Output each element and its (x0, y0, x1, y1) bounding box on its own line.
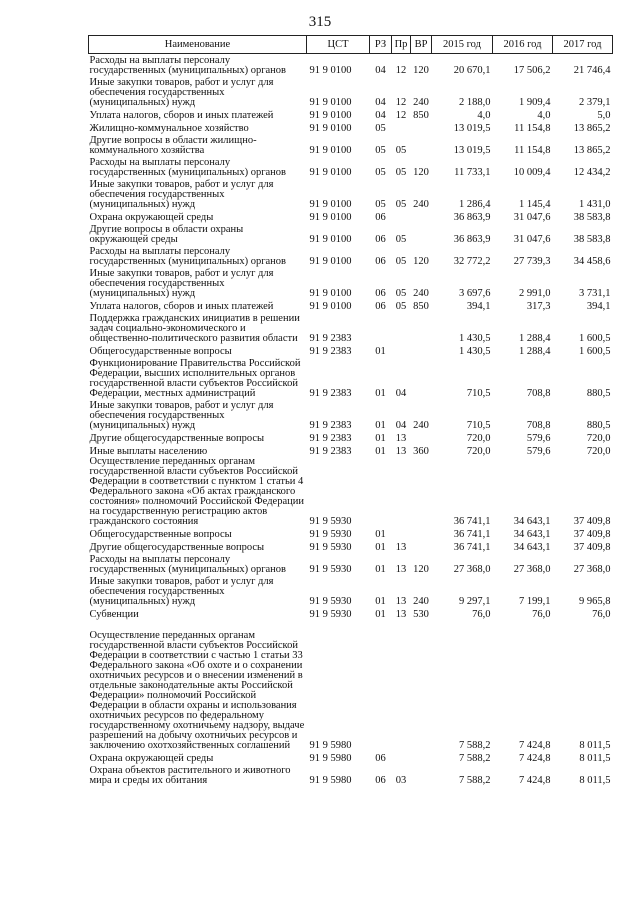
table-row (89, 764, 613, 786)
row-value-2017: 38 583,8 (573, 212, 611, 223)
table-header (89, 36, 613, 54)
row-pr (392, 344, 411, 357)
row-pr: 13 (395, 446, 407, 457)
row-value-2015: 7 588,2 (459, 740, 491, 751)
row-vr (411, 431, 432, 444)
row-value-2016: 31 047,6 (513, 234, 551, 245)
page-number: 315 (308, 14, 332, 30)
row-value-2017: 12 434,2 (573, 167, 611, 178)
row-pr: 05 (395, 256, 407, 267)
row-vr: 240 (413, 97, 429, 108)
row-rz: 05 (375, 145, 386, 156)
row-name: Жилищно-коммунальное хозяйство (89, 123, 249, 134)
row-pr: 05 (395, 301, 407, 312)
table-row (89, 178, 613, 210)
row-value-2015: 36 863,9 (453, 212, 491, 223)
row-value-2017: 880,5 (586, 388, 611, 399)
row-name: Функционирование Правительства Российской Федерации, высших исполнительных органов государственной власти субъектов Российской Федерации, местных администраций (89, 358, 301, 399)
row-rz: 06 (375, 234, 386, 245)
row-value-2017: 38 583,8 (573, 234, 611, 245)
table-row (89, 553, 613, 575)
row-rz: 01 (375, 529, 386, 540)
row-cst: 91 9 2383 (309, 388, 352, 399)
row-pr: 13 (395, 609, 407, 620)
row-rz: 06 (375, 753, 386, 764)
row-value-2015: 710,5 (466, 420, 491, 431)
row-value-2017: 9 965,8 (579, 596, 611, 607)
row-vr (411, 223, 432, 245)
row-pr: 05 (395, 167, 407, 178)
row-value-2017: 13 865,2 (573, 145, 611, 156)
row-value-2017: 880,5 (586, 420, 611, 431)
row-value-2015: 4,0 (477, 110, 491, 121)
row-value-2016: 708,8 (526, 388, 551, 399)
row-vr: 360 (413, 446, 429, 457)
row-cst: 91 9 5930 (309, 516, 352, 527)
row-pr: 03 (395, 775, 407, 786)
row-cst: 91 9 0100 (309, 65, 352, 76)
row-name: Субвенции (89, 609, 139, 620)
row-value-2015: 720,0 (466, 433, 491, 444)
row-vr: 850 (413, 301, 429, 312)
row-value-2017: 76,0 (592, 609, 611, 620)
table-row (89, 245, 613, 267)
row-name: Иные закупки товаров, работ и услуг для обеспечения государственных (муниципальных) нужд (89, 77, 274, 108)
row-name: Другие вопросы в области жилищно-коммунального хозяйства (89, 135, 257, 156)
row-pr: 13 (395, 564, 407, 575)
row-name: Иные выплаты населению (89, 446, 208, 457)
row-cst: 91 9 0100 (309, 110, 352, 121)
row-rz: 06 (375, 288, 386, 299)
row-value-2017: 27 368,0 (573, 564, 611, 575)
row-name: Другие вопросы в области охраны окружающей среды (89, 224, 244, 245)
row-value-2015: 27 368,0 (453, 564, 491, 575)
row-value-2015: 1 430,5 (459, 346, 491, 357)
row-vr: 530 (413, 609, 429, 620)
row-cst: 91 9 0100 (309, 145, 352, 156)
row-cst: 91 9 2383 (309, 333, 352, 344)
table-row (89, 620, 613, 751)
row-value-2016: 34 643,1 (513, 542, 551, 553)
row-vr: 850 (413, 110, 429, 121)
row-value-2015: 36 741,1 (453, 516, 491, 527)
row-rz: 05 (375, 199, 386, 210)
row-value-2015: 13 019,5 (453, 145, 491, 156)
row-cst: 91 9 0100 (309, 234, 352, 245)
table-row (89, 54, 613, 77)
row-value-2015: 36 863,9 (453, 234, 491, 245)
row-cst: 91 9 2383 (309, 420, 352, 431)
row-name: Расходы на выплаты персоналу государственных (муниципальных) органов (89, 246, 287, 267)
row-value-2015: 394,1 (466, 301, 491, 312)
row-rz: 04 (375, 110, 386, 121)
row-name: Расходы на выплаты персоналу государственных (муниципальных) органов (89, 157, 287, 178)
row-value-2017: 37 409,8 (573, 516, 611, 527)
row-name: Иные закупки товаров, работ и услуг для обеспечения государственных (муниципальных) нужд (89, 179, 274, 210)
row-cst: 91 9 0100 (309, 199, 352, 210)
row-name: Осуществление переданных органам государственной власти субъектов Российской Федерации в соответствии с частью 1 статьи 33 Федерального закона «Об охоте и о сохранении охотничьих ресурсов и о внесении изменений в отдельные законодательные акты Российской Федерации» полномочий Российской Федерации в области охраны и использования охотничьих ресурсов по федеральному государственному охотничьему надзору, выдаче разрешений на добычу охотничьих ресурсов и заключению охотхозяйственных соглашений (89, 630, 305, 751)
row-rz: 01 (375, 346, 386, 357)
row-value-2015: 1 430,5 (459, 333, 491, 344)
row-value-2016: 7 424,8 (519, 753, 551, 764)
row-rz: 06 (375, 301, 386, 312)
row-pr (392, 312, 411, 344)
table-row (89, 344, 613, 357)
row-value-2015: 2 188,0 (459, 97, 491, 108)
row-name: Охрана объектов растительного и животного мира и среды их обитания (89, 765, 291, 786)
row-value-2015: 13 019,5 (453, 123, 491, 134)
row-value-2016: 579,6 (526, 433, 551, 444)
row-cst: 91 9 5980 (309, 753, 352, 764)
row-pr: 05 (395, 288, 407, 299)
row-cst: 91 9 5980 (309, 740, 352, 751)
row-value-2016: 27 739,3 (513, 256, 551, 267)
row-cst: 91 9 2383 (309, 433, 352, 444)
table-row (89, 607, 613, 620)
row-vr (411, 527, 432, 540)
column-header-pr: Пр (392, 36, 411, 54)
row-rz: 04 (375, 97, 386, 108)
row-value-2017: 1 600,5 (579, 333, 611, 344)
table-row (89, 357, 613, 399)
row-value-2016: 34 643,1 (513, 529, 551, 540)
table-row (89, 527, 613, 540)
row-name: Поддержка гражданских инициатив в решении задач социально-экономического и общественно-политического развития области (89, 313, 300, 344)
row-vr (411, 134, 432, 156)
row-value-2015: 3 697,6 (459, 288, 491, 299)
row-vr (411, 540, 432, 553)
row-vr (411, 312, 432, 344)
row-value-2016: 27 368,0 (513, 564, 551, 575)
row-value-2016: 1 288,4 (519, 333, 551, 344)
row-name: Иные закупки товаров, работ и услуг для обеспечения государственных (муниципальных) нужд (89, 400, 274, 431)
column-header-2017: 2017 год (553, 36, 613, 54)
row-pr (392, 620, 411, 751)
row-vr (411, 620, 432, 751)
row-value-2015: 36 741,1 (453, 529, 491, 540)
row-vr (411, 751, 432, 764)
row-value-2015: 20 670,1 (453, 65, 491, 76)
row-cst: 91 9 0100 (309, 167, 352, 178)
row-pr (392, 751, 411, 764)
table-row (89, 108, 613, 121)
row-pr: 05 (395, 199, 407, 210)
column-header-2015: 2015 год (432, 36, 493, 54)
table-row (89, 431, 613, 444)
row-value-2016: 7 424,8 (519, 775, 551, 786)
budget-table (88, 35, 613, 786)
row-vr: 120 (413, 564, 429, 575)
row-rz: 01 (375, 446, 386, 457)
row-value-2016: 10 009,4 (513, 167, 551, 178)
row-pr: 05 (395, 234, 407, 245)
row-vr: 120 (413, 167, 429, 178)
row-value-2017: 720,0 (586, 433, 611, 444)
row-value-2015: 720,0 (466, 446, 491, 457)
row-value-2017: 1 600,5 (579, 346, 611, 357)
row-cst: 91 9 5930 (309, 596, 352, 607)
row-pr: 12 (395, 97, 407, 108)
row-value-2015: 7 588,2 (459, 775, 491, 786)
column-header-cst: ЦСТ (307, 36, 370, 54)
row-vr: 240 (413, 288, 429, 299)
row-value-2017: 1 431,0 (579, 199, 611, 210)
row-pr: 12 (395, 65, 407, 76)
row-rz: 06 (375, 775, 386, 786)
row-rz: 01 (375, 388, 386, 399)
table-row (89, 267, 613, 299)
row-rz: 05 (375, 123, 386, 134)
row-cst: 91 9 5930 (309, 609, 352, 620)
row-value-2015: 710,5 (466, 388, 491, 399)
row-pr: 05 (395, 145, 407, 156)
row-name: Другие общегосударственные вопросы (89, 542, 265, 553)
row-name: Охрана окружающей среды (89, 753, 214, 764)
row-vr (411, 344, 432, 357)
row-value-2015: 32 772,2 (453, 256, 491, 267)
row-value-2016: 7 199,1 (519, 596, 551, 607)
row-rz (370, 457, 392, 527)
row-rz: 05 (375, 167, 386, 178)
row-cst: 91 9 5930 (309, 529, 352, 540)
table-row (89, 540, 613, 553)
row-pr: 13 (395, 596, 407, 607)
column-header-2016: 2016 год (493, 36, 553, 54)
row-value-2015: 1 286,4 (459, 199, 491, 210)
row-name: Охрана окружающей среды (89, 212, 214, 223)
row-cst: 91 9 0100 (309, 97, 352, 108)
row-value-2015: 36 741,1 (453, 542, 491, 553)
row-value-2015: 11 733,1 (454, 167, 491, 178)
row-value-2016: 1 145,4 (519, 199, 551, 210)
row-value-2017: 3 731,1 (579, 288, 611, 299)
row-rz: 01 (375, 420, 386, 431)
row-pr: 04 (395, 420, 407, 431)
row-value-2017: 2 379,1 (579, 97, 611, 108)
row-value-2016: 34 643,1 (513, 516, 551, 527)
table-row (89, 121, 613, 134)
row-value-2016: 579,6 (526, 446, 551, 457)
row-rz: 01 (375, 596, 386, 607)
row-value-2017: 37 409,8 (573, 529, 611, 540)
table-row (89, 134, 613, 156)
column-header-name: Наименование (89, 36, 307, 54)
row-value-2016: 4,0 (537, 110, 551, 121)
row-value-2016: 1 288,4 (519, 346, 551, 357)
table-row (89, 399, 613, 431)
table-row (89, 210, 613, 223)
row-vr: 240 (413, 199, 429, 210)
row-value-2015: 7 588,2 (459, 753, 491, 764)
row-name: Расходы на выплаты персоналу государственных (муниципальных) органов (89, 554, 287, 575)
row-rz: 01 (375, 542, 386, 553)
row-rz: 01 (375, 609, 386, 620)
table-row (89, 299, 613, 312)
table-body (89, 54, 613, 787)
row-vr: 120 (413, 256, 429, 267)
table-row (89, 575, 613, 607)
row-pr: 13 (395, 433, 407, 444)
row-rz: 04 (375, 65, 386, 76)
row-name: Общегосударственные вопросы (89, 529, 232, 540)
row-value-2016: 76,0 (532, 609, 551, 620)
row-value-2017: 8 011,5 (579, 775, 611, 786)
row-value-2017: 5,0 (597, 110, 611, 121)
row-rz: 01 (375, 564, 386, 575)
row-name: Иные закупки товаров, работ и услуг для обеспечения государственных (муниципальных) нужд (89, 268, 274, 299)
row-value-2015: 9 297,1 (459, 596, 491, 607)
row-pr: 13 (395, 542, 407, 553)
row-name: Другие общегосударственные вопросы (89, 433, 265, 444)
row-pr: 12 (395, 110, 407, 121)
row-value-2016: 708,8 (526, 420, 551, 431)
row-value-2016: 31 047,6 (513, 212, 551, 223)
row-pr: 04 (395, 388, 407, 399)
row-vr (411, 457, 432, 527)
row-pr (392, 457, 411, 527)
row-value-2016: 7 424,8 (519, 740, 551, 751)
row-pr (392, 121, 411, 134)
row-value-2017: 21 746,4 (573, 65, 611, 76)
row-value-2017: 394,1 (586, 301, 611, 312)
row-rz (370, 312, 392, 344)
row-value-2016: 1 909,4 (519, 97, 551, 108)
row-value-2016: 2 991,0 (519, 288, 551, 299)
row-pr (392, 210, 411, 223)
column-header-vr: ВР (411, 36, 432, 54)
row-value-2015: 76,0 (472, 609, 491, 620)
row-cst: 91 9 2383 (309, 446, 352, 457)
row-rz: 06 (375, 256, 386, 267)
row-value-2017: 720,0 (586, 446, 611, 457)
table-row (89, 457, 613, 527)
row-rz: 06 (375, 212, 386, 223)
row-vr: 240 (413, 596, 429, 607)
table-row (89, 223, 613, 245)
row-value-2017: 8 011,5 (579, 753, 611, 764)
row-vr: 120 (413, 65, 429, 76)
row-value-2017: 37 409,8 (573, 542, 611, 553)
row-value-2016: 11 154,8 (514, 123, 551, 134)
row-cst: 91 9 5980 (309, 775, 352, 786)
row-value-2017: 34 458,6 (573, 256, 611, 267)
row-name: Расходы на выплаты персоналу государственных (муниципальных) органов (89, 55, 287, 76)
row-name: Осуществление переданных органам государственной власти субъектов Российской Федерации в соответствии с пунктом 1 статьи 4 Федерального закона «Об актах гражданского состояния» полномочий Российской Федерации на государственную регистрацию актов гражданского состояния (89, 456, 304, 527)
row-value-2017: 13 865,2 (573, 123, 611, 134)
row-name: Уплата налогов, сборов и иных платежей (89, 110, 274, 121)
row-value-2016: 17 506,2 (513, 65, 551, 76)
row-cst: 91 9 5930 (309, 542, 352, 553)
table-row (89, 156, 613, 178)
row-vr (411, 121, 432, 134)
table-row (89, 751, 613, 764)
row-pr (392, 527, 411, 540)
row-value-2016: 11 154,8 (514, 145, 551, 156)
row-value-2017: 8 011,5 (579, 740, 611, 751)
row-vr: 240 (413, 420, 429, 431)
row-value-2016: 317,3 (526, 301, 551, 312)
table-row (89, 312, 613, 344)
row-name: Уплата налогов, сборов и иных платежей (89, 301, 274, 312)
column-header-rz: РЗ (370, 36, 392, 54)
row-vr (411, 357, 432, 399)
row-rz (370, 620, 392, 751)
row-rz: 01 (375, 433, 386, 444)
row-cst: 91 9 0100 (309, 212, 352, 223)
row-name: Иные закупки товаров, работ и услуг для обеспечения государственных (муниципальных) нужд (89, 576, 274, 607)
row-cst: 91 9 5930 (309, 564, 352, 575)
row-vr (411, 764, 432, 786)
table-row (89, 76, 613, 108)
row-vr (411, 210, 432, 223)
row-cst: 91 9 0100 (309, 288, 352, 299)
row-cst: 91 9 0100 (309, 123, 352, 134)
row-cst: 91 9 2383 (309, 346, 352, 357)
row-cst: 91 9 0100 (309, 301, 352, 312)
row-name: Общегосударственные вопросы (89, 346, 232, 357)
row-cst: 91 9 0100 (309, 256, 352, 267)
